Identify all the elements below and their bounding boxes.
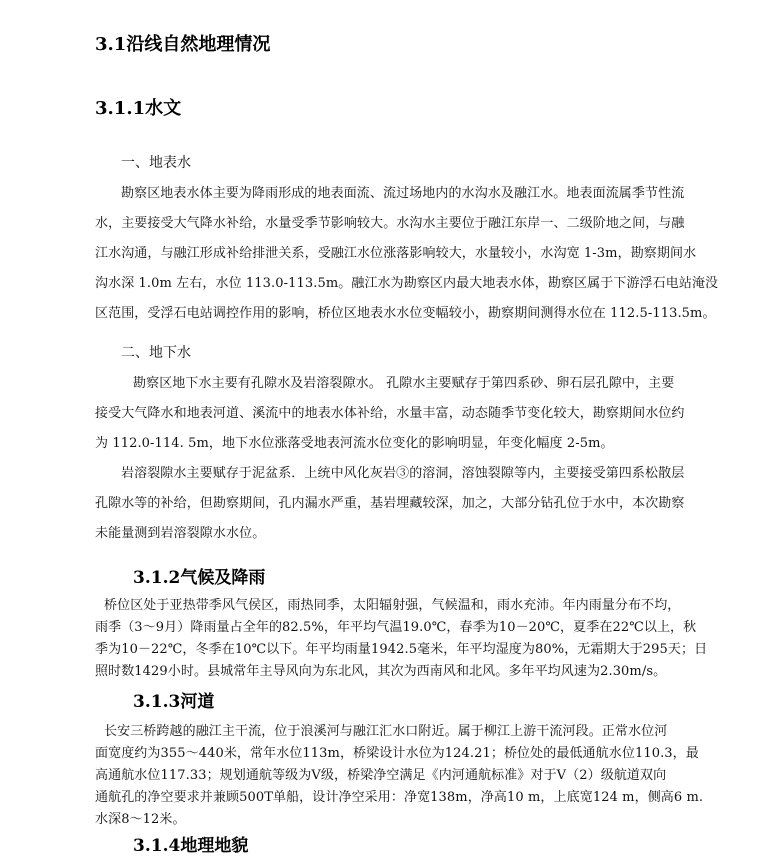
climate-line-2: 雨季（3～9月）降雨量占全年的82.5%，年平均气温19.0℃，春季为10－20℃，夏季在22℃以上，秋 — [95, 620, 697, 635]
climate-line-3: 季为10－22℃，冬季在10℃以下。年平均雨量1942.5毫米，年平均湿度为80%，无霜期大于295天；日 — [95, 642, 708, 657]
surface-line-3: 江水沟通，与融江形成补给排泄关系，受融江水位涨落影响较大，水量较小，水沟宽 1-3m，勘察期间水 — [95, 246, 697, 261]
ground-line-2: 接受大气降水和地表河道、溪流中的地表水体补给，水量丰富，动态随季节变化较大，勘察期间水位约 — [95, 406, 685, 421]
karst-line-3: 未能量测到岩溶裂隙水水位。 — [95, 526, 266, 541]
surface-water-heading: 一、地表水 — [121, 155, 191, 171]
surface-line-1: 勘察区地表水体主要为降雨形成的地表面流、流过场地内的水沟水及融江水。地表面流属季节性流 — [121, 186, 685, 201]
river-line-2: 面宽度约为355～440米，常年水位113m，桥梁设计水位为124.21；桥位处的最低通航水位110.3，最 — [95, 746, 699, 761]
river-line-3: 高通航水位117.33；规划通航等级为Ⅴ级，桥梁净空满足《内河通航标准》对于Ⅴ（2）级航道双向 — [95, 768, 667, 783]
river-line-1: 长安三桥跨越的融江主干流，位于浪溪河与融江汇水口附近。属于柳江上游干流河段。正常水位河 — [104, 724, 668, 739]
river-line-4: 通航孔的净空要求并兼顾500T单船，设计净空采用：净宽138m，净高10 m，上底宽124 m，侧高6 m. — [95, 790, 704, 805]
section-title: 3.1沿线自然地理情况 — [95, 34, 271, 55]
river-line-5: 水深8～12米。 — [95, 812, 186, 827]
river-heading: 3.1.3河道 — [133, 692, 215, 712]
karst-line-1: 岩溶裂隙水主要赋存于泥盆系．上统中风化灰岩③的溶洞，溶蚀裂隙等内，主要接受第四系松散层 — [121, 466, 685, 481]
geomorph-heading: 3.1.4地理地貌 — [133, 836, 249, 856]
ground-line-1: 勘察区地下水主要有孔隙水及岩溶裂隙水。 孔隙水主要赋存于第四系砂、卵石层孔隙中，主要 — [133, 376, 675, 391]
karst-line-2: 孔隙水等的补给，但勘察期间，孔内漏水严重，基岩埋藏较深，加之，大部分钻孔位于水中，本次勘察 — [95, 496, 685, 511]
surface-line-2: 水，主要接受大气降水补给，水量受季节影响较大。水沟水主要位于融江东岸一、二级阶地之间，与融 — [95, 216, 685, 231]
climate-line-4: 照时数1429小时。县城常年主导风向为东北风，其次为西南风和北风。多年平均风速为2.30m/s。 — [95, 664, 667, 679]
ground-line-3: 为 112.0-114. 5m，地下水位涨落受地表河流水位变化的影响明显，年变化幅度 2-5m。 — [95, 436, 614, 451]
hydrology-heading: 3.1.1水文 — [95, 98, 182, 119]
climate-heading: 3.1.2气候及降雨 — [133, 568, 266, 588]
groundwater-heading: 二、地下水 — [121, 345, 191, 361]
surface-line-4: 沟水深 1.0m 左右，水位 113.0-113.5m。融江水为勘察区内最大地表水体，勘察区属于下游浮石电站淹没 — [95, 276, 719, 291]
surface-line-5: 区范围，受浮石电站调控作用的影响，桥位区地表水水位变幅较小，勘察期间测得水位在 112.5-113.5m。 — [95, 306, 716, 321]
climate-line-1: 桥位区处于亚热带季风气侯区，雨热同季，太阳辐射强，气候温和，雨水充沛。年内雨量分布不均， — [104, 598, 681, 613]
